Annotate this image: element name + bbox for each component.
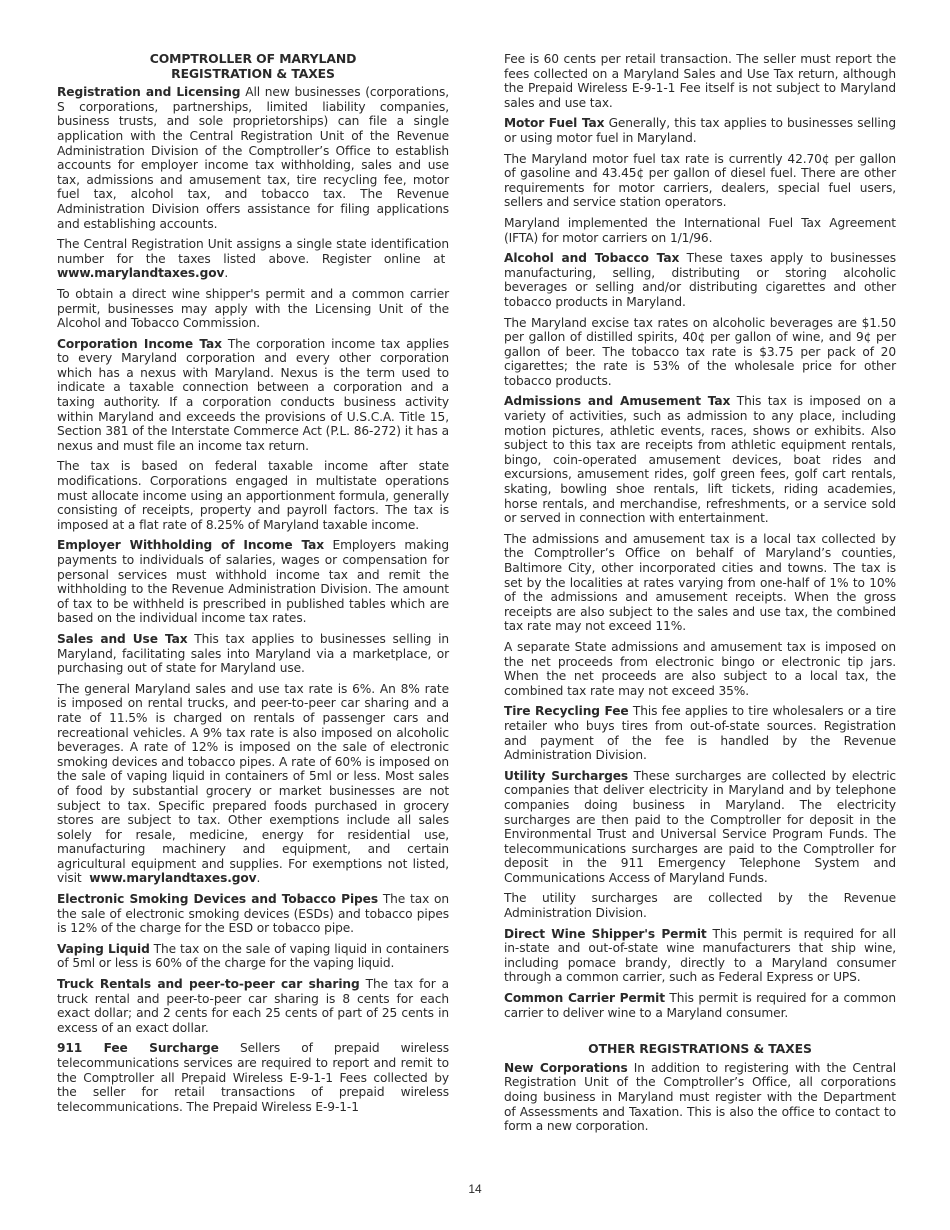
electronic-smoking-text: The tax on the sale of electronic smoking devices (ESDs) and tobacco pipes is 12% of the charge for the ESD or tobacco pipe. (57, 892, 449, 936)
motor-fuel-tax-text: Generally, this tax applies to businesses selling or using motor fuel in Maryland. (504, 116, 896, 145)
tire-recycling-heading: Tire Recycling Fee (504, 704, 629, 719)
wine-permit-paragraph: To obtain a direct wine shipper's permit and a common carrier permit, businesses may apply with the Licensing Unit of the Alcohol and Tobacco Commission. (57, 286, 449, 331)
direct-wine-shipper-heading: Direct Wine Shipper's Permit (504, 926, 707, 941)
registration-licensing-paragraph (57, 85, 449, 231)
fee-911-heading: 911 Fee Surcharge (57, 1041, 219, 1056)
admissions-amusement-heading: Admissions and Amusement Tax (504, 394, 731, 409)
corporation-income-tax-paragraph-2: The tax is based on federal taxable income after state modifications. Corporations engaged in multistate operations must allocate income using an apportionment formula, generally consisting of receipts, property and payroll factors. The tax is imposed at a flat rate of 8.25% of Maryland taxable income. (57, 459, 449, 532)
vaping-liquid-paragraph (57, 942, 449, 971)
employer-withholding-heading: Employer Withholding of Income Tax (57, 538, 324, 553)
tire-recycling-text: This fee applies to tire wholesalers or a tire retailer who buys tires from out-of-state sources. Registration and payment of the fee is handled by the Revenue Administration Division. (504, 704, 896, 763)
motor-fuel-tax-paragraph-2: The Maryland motor fuel tax rate is currently 42.70¢ per gallon of gasoline and 43.45¢ per gallon of diesel fuel. There are other requirements for motor carriers, dealers, special fuel users, sellers and service station operators. (504, 151, 896, 210)
central-registration-text: The Central Registration Unit assigns a single state identification number for the taxes listed above. Register online at (57, 237, 449, 266)
corporation-income-tax-text: The corporation income tax applies to every Maryland corporation and every other corporation which has a nexus with Maryland. Nexus is the term used to indicate a taxable connection between a corporation and a taxing authority. If a corporation conducts business activity within Maryland and exceeds the provisions of U.S.C.A. Title 15, Section 381 of the Interstate Commerce Act (P.L. 86-272) it has a nexus and must file an income tax return. (57, 336, 449, 453)
new-corporations-heading: New Corporations (504, 1060, 628, 1075)
direct-wine-shipper-paragraph (504, 927, 896, 985)
corporation-income-tax-heading: Corporation Income Tax (57, 336, 222, 351)
electronic-smoking-paragraph (57, 892, 449, 936)
employer-withholding-paragraph (57, 538, 449, 626)
registration-licensing-text: All new businesses (corporations, S corporations, partnerships, limited liability companies, business trusts, and sole proprietorships) can file a single application with the Central Registration Unit of the Revenue Administration Division of the Comptroller’s Office to establish accounts for employer income tax withholding, sales and use tax, admissions and amusement tax, tire recycling fee, motor fuel tax, alcohol tax, and tobacco tax. The Revenue Administration Division offers assistance for filing applications and establishing accounts. (57, 85, 449, 231)
sales-use-tax-heading: Sales and Use Tax (57, 631, 188, 646)
electronic-smoking-heading: Electronic Smoking Devices and Tobacco Pipes (57, 892, 378, 907)
left-column (57, 52, 449, 1120)
alcohol-tobacco-text: These taxes apply to businesses manufacturing, selling, distributing or storing alcoholic beverages or selling and/or distributing cigarettes and other tobacco products in Maryland. (504, 251, 896, 309)
utility-surcharges-paragraph (504, 769, 896, 886)
fee-911-text: Sellers of prepaid wireless telecommunications services are required to report and remit to the Comptroller all Prepaid Wireless E-9-1-1 Fees collected by the seller for retail transactions of prepaid wireless telecommunications. The Prepaid Wireless E-9-1-1 (57, 1041, 449, 1114)
new-corporations-paragraph (504, 1061, 896, 1134)
alcohol-tobacco-paragraph-2: The Maryland excise tax rates on alcoholic beverages are $1.50 per gallon of distilled spirits, 40¢ per gallon of wine, and 9¢ per gallon of beer. The tobacco tax rate is $3.75 per pack of 20 cigarettes; the rate is 53% of the wholesale price for other tobacco products. (504, 315, 896, 388)
vaping-liquid-heading: Vaping Liquid (57, 941, 150, 956)
alcohol-tobacco-paragraph (504, 251, 896, 309)
vaping-liquid-text: The tax on the sale of vaping liquid in containers of 5ml or less is 60% of the charge for the vaping liquid. (57, 941, 449, 971)
utility-surcharges-paragraph-2: The utility surcharges are collected by the Revenue Administration Division. (504, 891, 896, 921)
new-corporations-text: In addition to registering with the Central Registration Unit of the Comptroller’s Office, all corporations doing business in Maryland must register with the Department of Assessments and Taxation. This is also the office to contact to form a new corporation. (504, 1060, 896, 1134)
utility-surcharges-heading: Utility Surcharges (504, 768, 629, 783)
registration-licensing-heading: Registration and Licensing (57, 85, 241, 100)
central-registration-paragraph (57, 237, 449, 281)
admissions-amusement-paragraph-3: A separate State admissions and amusement tax is imposed on the net proceeds from electronic bingo or electronic tip jars. When the net proceeds are also subject to a local tax, the combined tax rate may not exceed 35%. (504, 639, 896, 698)
motor-fuel-tax-heading: Motor Fuel Tax (504, 116, 605, 131)
admissions-amusement-text: This tax is imposed on a variety of activities, such as admission to any place, including motion pictures, athletic events, races, shows or exhibits. Also subject to this tax are receipts from athletic equipment rentals, bingo, coin-operated amusement devices, boat rides and excursions, amusement rides, golf green fees, golf cart rentals, skating, bowling shoe rentals, lift tickets, riding academies, horse rentals, and merchandise, refreshments, or a service sold or served in connection with entertainment. (504, 394, 896, 526)
truck-rentals-paragraph (57, 977, 449, 1035)
page-title-line-2: REGISTRATION & TAXES (171, 65, 335, 81)
alcohol-tobacco-heading: Alcohol and Tobacco Tax (504, 251, 680, 266)
page-number: 14 (468, 1182, 482, 1196)
utility-surcharges-text: These surcharges are collected by electric companies that deliver electricity in Maryland and by telephone companies doing business in Maryland. The electricity surcharges are then paid to the Comptroller for deposit in the Environmental Trust and Universal Service Program Funds. The telecommunications surcharges are paid to the Comptroller for deposit in the 911 Emergency Telephone System and Communications Access of Maryland Funds. (504, 768, 896, 885)
central-registration-period: . (224, 266, 229, 281)
common-carrier-text: This permit is required for a common carrier to deliver wine to a Maryland consumer. (504, 991, 896, 1020)
marylandtaxes-link[interactable]: www.marylandtaxes.gov (57, 266, 225, 281)
sales-use-tax-rates-text: The general Maryland sales and use tax rate is 6%. An 8% rate is imposed on rental trucks, and peer-to-peer car sharing and a rate of 11.5% is charged on rentals of passenger cars and recreational vehicles. A 9% tax rate is also imposed on alcoholic beverages. A rate of 12% is imposed on the sale of electronic smoking devices and tobacco pipes. A rate of 60% is imposed on the sale of vaping liquid in containers of 5ml or less. Most sales of food by substantial grocery or market businesses are not subject to tax. Specific prepared foods purchased in grocery stores are subject to tax. Other exemptions include all sales solely for resale, medicine, energy for residential use, manufacturing machinery and equipment, and certain agricultural equipment and supplies. For exemptions not listed, visit (57, 681, 449, 886)
common-carrier-heading: Common Carrier Permit (504, 991, 665, 1006)
page-title-line-1: COMPTROLLER OF MARYLAND (149, 51, 357, 66)
fee-911-paragraph (57, 1041, 449, 1114)
marylandtaxes-link-2[interactable]: www.marylandtaxes.gov (89, 871, 257, 886)
motor-fuel-tax-paragraph (504, 116, 896, 145)
right-column (504, 52, 896, 1140)
other-registrations-heading: OTHER REGISTRATIONS & TAXES (588, 1041, 812, 1057)
admissions-amusement-paragraph (504, 394, 896, 525)
sales-use-tax-paragraph-2 (57, 682, 449, 886)
page-title (57, 52, 449, 81)
corporation-income-tax-paragraph (57, 337, 449, 454)
common-carrier-paragraph (504, 991, 896, 1020)
motor-fuel-tax-paragraph-3: Maryland implemented the International Fuel Tax Agreement (IFTA) for motor carriers on 1/1/96. (504, 215, 896, 245)
sales-use-tax-text: This tax applies to businesses selling in Maryland, facilitating sales into Maryland via a marketplace, or purchasing out of state for Maryland use. (57, 631, 449, 676)
employer-withholding-text: Employers making payments to individuals of salaries, wages or compensation for personal services must withhold income tax and remit the withholding to the Revenue Administration Division. The amount of tax to be withheld is prescribed in published tables which are based on the individual income tax rates. (57, 538, 449, 626)
sales-use-tax-paragraph (57, 632, 449, 676)
fee-911-continued-paragraph: Fee is 60 cents per retail transaction. The seller must report the fees collected on a Maryland Sales and Use Tax return, although the Prepaid Wireless E-9-1-1 Fee itself is not subject to Maryland sales and use tax. (504, 52, 896, 110)
tire-recycling-paragraph (504, 704, 896, 762)
sales-use-tax-period: . (256, 871, 261, 886)
truck-rentals-heading: Truck Rentals and peer-to-peer car sharing (57, 977, 360, 992)
admissions-amusement-paragraph-2: The admissions and amusement tax is a local tax collected by the Comptroller’s Office on behalf of Maryland’s counties, Baltimore City, other incorporated cities and towns. The tax is set by the localities at rates varying from one-half of 1% to 10% of the admissions and amusement receipts. When the gross receipts are also subject to the sales and use tax, the combined tax rate may not exceed 11%. (504, 531, 896, 634)
truck-rentals-text: The tax for a truck rental and peer-to-peer car sharing is 8 cents for each exact dollar; and 2 cents for each 25 cents of part of 25 cents in excess of an exact dollar. (57, 977, 449, 1035)
direct-wine-shipper-text: This permit is required for all in-state and out-of-state wine manufacturers that ship wine, including pomace brandy, directly to a Maryland consumer through a common carrier, such as Federal Express or UPS. (504, 926, 896, 985)
